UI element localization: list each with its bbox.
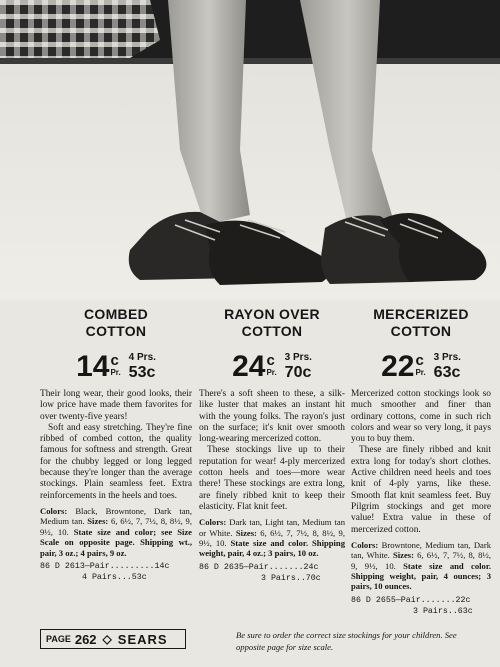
title-line: COTTON (241, 323, 303, 339)
price-per: Pr. (110, 368, 121, 377)
pairs-label: 3 Prs. (284, 352, 312, 363)
description-paragraph: Mercerized cotton stockings look so much smoother and finer than ordinary cottons, come in such rich colors and wear so very long, it pays you to buy them. (351, 389, 491, 445)
price-unit: c (415, 352, 424, 369)
colors-label: Colors: (351, 539, 379, 550)
pairs-price: 53c (128, 364, 156, 381)
page-label: PAGE (46, 634, 71, 644)
price-unit: c (110, 352, 119, 369)
order-numbers (199, 562, 345, 584)
price-amount: 24 (232, 350, 266, 383)
title-line: COTTON (85, 323, 147, 339)
description-paragraph: These stockings live up to their reputation for wear! 4-ply mercerized cotton heels and toes—more wear there! These stockings are extra long, are finely ribbed knit to keep their elasticity. Flat knit feet. (199, 445, 345, 512)
price-amount: 14 (76, 350, 110, 383)
multi-pair-price (434, 352, 461, 382)
sizes-label: Sizes: (392, 550, 414, 561)
product-description (199, 389, 345, 513)
product-specs (40, 506, 192, 558)
price-row (40, 345, 192, 389)
multi-pair-price (285, 352, 312, 382)
description-paragraph: There's a soft sheen to these, a silk-like luster that makes an instant hit with the young folks. The rayon's just on the surface; it's knit over smooth long-wearing mercerized cotton. (199, 389, 345, 445)
title-line: RAYON OVER (224, 306, 320, 322)
product-description (351, 389, 491, 536)
pairs-label: 3 Prs. (433, 352, 461, 363)
colors-text: Dark tan, Light tan, Medium tan or White. (199, 517, 345, 538)
order-line: 3 Pairs..70c (261, 573, 321, 583)
sizes-note: State size and color. Shipping weight, pair, 4 ounces; 3 pairs, 10 ounces. (351, 560, 491, 592)
price-row (351, 345, 491, 389)
colors-label: Colors: (199, 517, 227, 528)
stockings-and-shoes-photo-icon (0, 0, 500, 300)
product-specs (199, 517, 345, 559)
product-title (40, 306, 192, 340)
brand-name: SEARS (117, 631, 168, 647)
price-amount: 22 (381, 350, 415, 383)
page-footer (0, 625, 500, 667)
description-paragraph: Their long wear, their good looks, their low price have made them favorites for over twenty-five years! (40, 389, 192, 422)
multi-pair-price (129, 352, 156, 382)
product-title (351, 306, 491, 340)
pairs-price: 63c (433, 364, 461, 381)
order-line: 86 D 2635—Pair.......24c (199, 562, 319, 572)
single-price (76, 352, 121, 382)
single-price (381, 352, 426, 382)
colors-text: Browntone, Medium tan, Dark tan, White. (351, 539, 491, 561)
order-line: 3 Pairs..63c (413, 606, 473, 616)
colors-text: Black, Browntone, Dark tan, Medium tan. (40, 505, 192, 527)
product-title (199, 306, 345, 340)
sizes-note: State size and color. Shipping weight, pair, 4 oz.; 3 pairs, 10 oz. (199, 538, 345, 559)
size-note: Be sure to order the correct size stockings for your children. See opposite page for size scale. (236, 630, 457, 652)
product-columns (0, 306, 500, 624)
title-line: MERCERIZED (373, 306, 469, 322)
sizes-text: 6, 6½, 7, 7½, 8, 8½, 9, 9½, 10. (351, 550, 491, 571)
product-rayon-over-cotton (199, 306, 345, 584)
price-per: Pr. (415, 368, 426, 377)
sizes-text: 6, 6½, 7, 7½, 8, 8½, 9, 9½, 10. (40, 516, 192, 537)
sizes-label: Sizes: (235, 527, 257, 538)
diamond-icon: ◇ (102, 632, 112, 646)
order-numbers (351, 595, 491, 617)
product-combed-cotton (40, 306, 192, 583)
title-line: COMBED (83, 306, 149, 322)
order-numbers (40, 561, 192, 583)
sizes-label: Sizes: (87, 516, 109, 527)
page-number-box (40, 629, 186, 649)
order-line: 86 D 2613—Pair.........14c (40, 562, 170, 571)
page-number: 262 (74, 631, 97, 647)
order-line: 86 D 2655—Pair.......22c (351, 595, 471, 605)
colors-label: Colors: (40, 505, 68, 516)
price-unit: c (266, 352, 275, 369)
single-price (232, 352, 277, 382)
pairs-label: 4 Prs. (128, 352, 156, 363)
price-per: Pr. (266, 368, 277, 377)
product-mercerized-cotton (351, 306, 491, 617)
description-paragraph: Soft and easy stretching. They're fine ribbed of combed cotton, the quality famous for softness and strength. Great for the chubby legged or long legged because they're longer than the average stockings. Plain seamless feet. Extra reinforcements in the heels and toes. (40, 422, 192, 501)
price-row (199, 345, 345, 389)
description-paragraph: These are finely ribbed and knit extra long for today's short clothes. Active children need heels and toes knit of 4-ply yarns, like these. Smooth flat knit seamless feet. Buy Pilgrim stockings and get more value! Extra value in these of mercerized cotton. (351, 445, 491, 535)
sizes-text: 6, 6½, 7, 7½, 8, 8½, 9, 9½, 10. (199, 527, 345, 549)
product-photo (0, 0, 500, 300)
pairs-price: 70c (284, 364, 312, 381)
sizes-note: State size and color; see Size Scale on opposite page. Shipping wt., pair, 3 oz.; 4 pairs, 9 oz. (40, 526, 192, 558)
title-line: COTTON (390, 323, 452, 339)
product-specs (351, 540, 491, 592)
order-line: 4 Pairs...53c (82, 573, 147, 582)
product-description (40, 389, 192, 502)
